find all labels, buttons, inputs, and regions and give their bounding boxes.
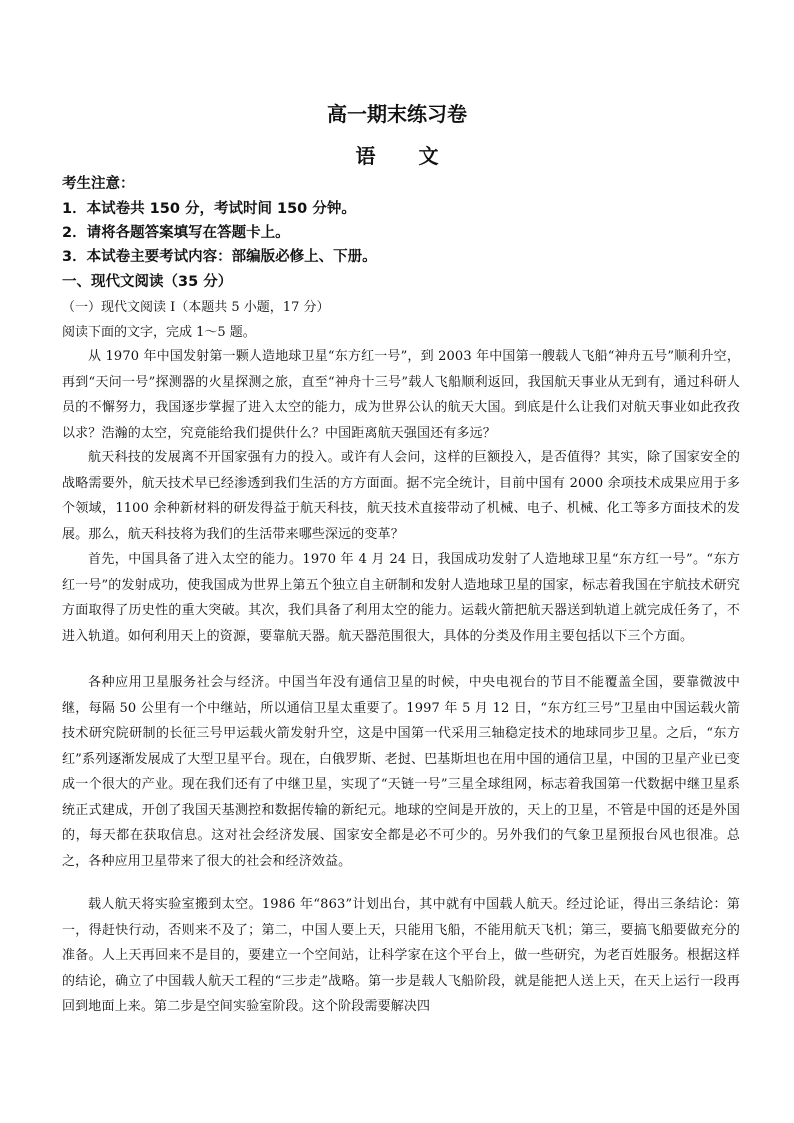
passage-paragraph-5: 载人航天将实验室搬到太空。1986 年“863”计划出台，其中就有中国载人航天。经过论证，得出三条结论：第一，得赶快行动，否则来不及了；第二，中国人要上天，只能用飞船，不能用航天飞机；第三，要搞飞船要做充分的准备。人上天再回来不是目的，要建立一个空间站，让科学家在这个平台上，做一些研究，为老百姓服务。根据这样的结论，确立了中国载人航天工程的“三步走”战略。第一步是载人飞船阶段，就是能把人送上天，在天上运行一段再回到地面上来。第二步是空间实验室阶段。这个阶段需要解决四 [62,897,740,1014]
notice-item-2: 2．请将各题答案填写在答题卡上。 [62,225,290,241]
exam-title: 高一期末练习卷 [327,102,467,126]
reading-instruction: 阅读下面的文字，完成 1～5 题。 [62,325,256,340]
subject-title: 语 文 [355,144,457,168]
notice-item-3: 3．本试卷主要考试内容：部编版必修上、下册。 [62,249,377,265]
section-heading: 一、现代文阅读（35 分） [62,274,233,290]
section-subheading: （一）现代文阅读 I（本题共 5 小题，17 分） [62,300,330,315]
passage-paragraph-3: 首先，中国具备了进入太空的能力。1970 年 4 月 24 日，我国成功发射了人造地球卫星“东方红一号”。“东方红一号”的发射成功，使我国成为世界上第五个独立自主研制和发射人造地球卫星的国家，标志着我国在宇航技术研究方面取得了历史性的重大突破。其次，我们具备了利用太空的能力。运载火箭把航天器送到轨道上就完成任务了，不进入轨道。如何利用天上的资源，要靠航天器。航天器范围很大，具体的分类及作用主要包括以下三个方面。 [62,552,740,644]
passage-paragraph-1: 从 1970 年中国发射第一颗人造地球卫星“东方红一号”，到 2003 年中国第一艘载人飞船“神舟五号”顺利升空，再到“天问一号”探测器的火星探测之旅，直至“神舟十三号”载人飞船顺利返回，我国航天事业从无到有，通过科研人员的不懈努力，我国逐步掌握了进入太空的能力，成为世界公认的航天大国。到底是什么让我们对航天事业如此孜孜以求？浩瀚的太空，究竟能给我们提供什么？中国距离航天强国还有多远？ [62,349,740,441]
passage-paragraph-2: 航天科技的发展离不开国家强有力的投入。或许有人会问，这样的巨额投入，是否值得？其实，除了国家安全的战略需要外，航天技术早已经渗透到我们生活的方方面面。据不完全统计，目前中国有 2000 余项技术成果应用于多个领域，1100 余种新材料的研发得益于航天科技，航天技术直接带动了机械、电子、机械、化工等多方面技术的发展。那么，航天科技将为我们的生活带来哪些深远的变革？ [62,450,740,542]
passage-paragraph-4: 各种应用卫星服务社会与经济。中国当年没有通信卫星的时候，中央电视台的节目不能覆盖全国，要靠微波中继，每隔 50 公里有一个中继站，所以通信卫星太重要了。1997 年 5 月 12 日，“东方红三号”卫星由中国运载火箭技术研究院研制的长征三号甲运载火箭发射升空，这是中国第一代采用三轴稳定技术的地球同步卫星。之后，“东方红”系列逐渐发展成了大型卫星平台。现在，白俄罗斯、老挝、巴基斯坦也在用中国的通信卫星，中国的卫星产业已变成一个很大的产业。现在我们还有了中继卫星，实现了“天链一号”三星全球组网，标志着我国第一代数据中继卫星系统正式建成，开创了我国天基测控和数据传输的新纪元。地球的空间是开放的，天上的卫星，不管是中国的还是外国的，每天都在获取信息。这对社会经济发展、国家安全都是必不可少的。另外我们的气象卫星预报台风也很准。总之，各种应用卫星带来了很大的社会和经济效益。 [62,675,740,869]
notice-heading: 考生注意： [62,176,135,192]
notice-item-1: 1．本试卷共 150 分，考试时间 150 分钟。 [62,201,356,217]
